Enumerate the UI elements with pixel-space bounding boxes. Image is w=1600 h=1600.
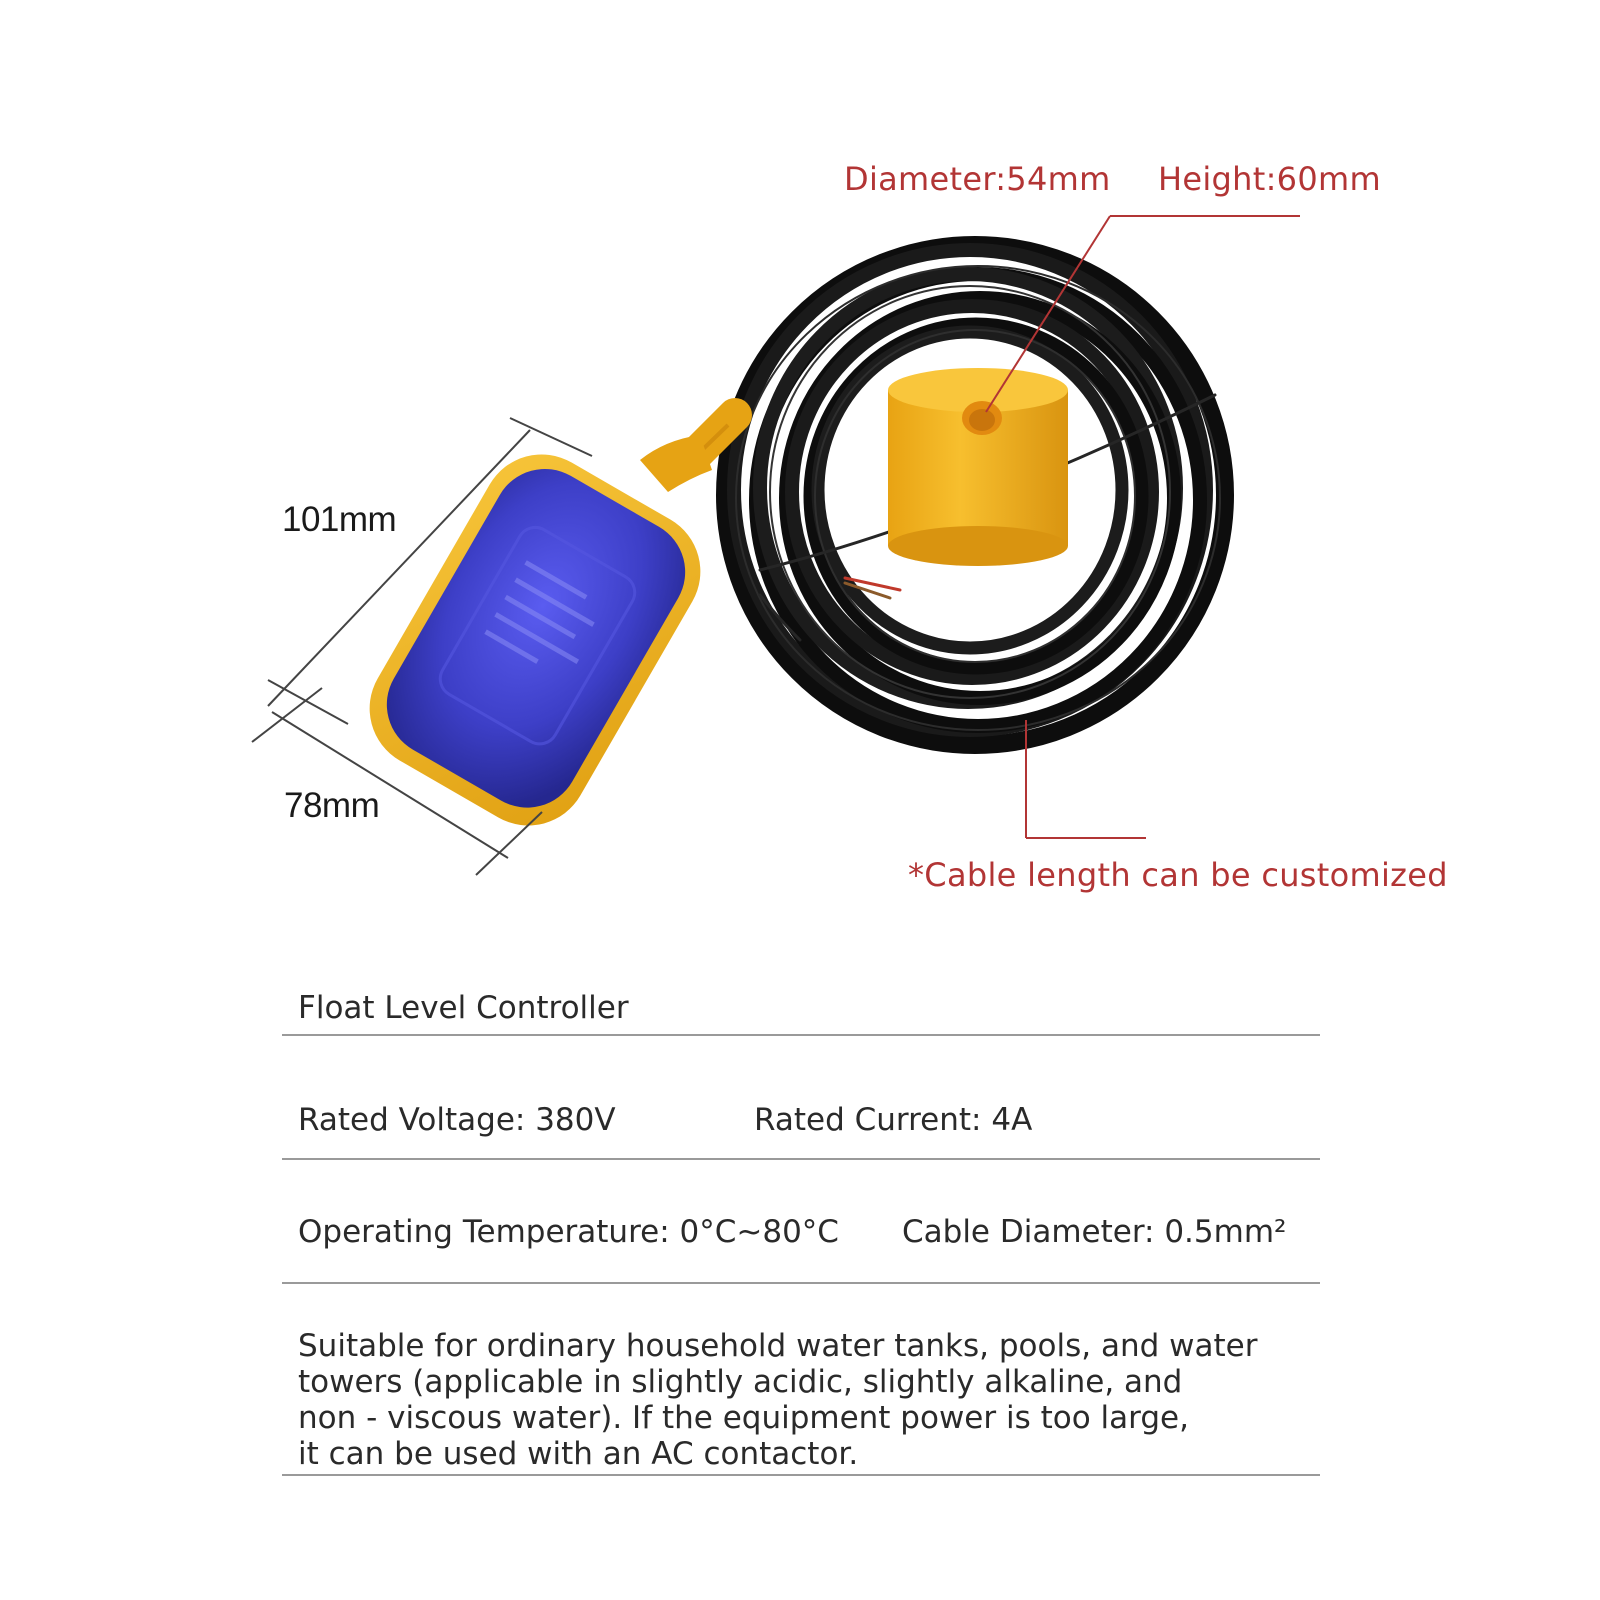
divider	[282, 1282, 1320, 1284]
rated-voltage: Rated Voltage: 380V	[298, 1102, 616, 1138]
divider	[282, 1034, 1320, 1036]
divider	[282, 1474, 1320, 1476]
description-line: it can be used with an AC contactor.	[298, 1436, 859, 1472]
counterweight	[888, 368, 1068, 566]
description-line: Suitable for ordinary household water tanks, pools, and water	[298, 1328, 1258, 1364]
cable-length-note: *Cable length can be customized	[908, 856, 1448, 894]
cable-diameter: Cable Diameter: 0.5mm²	[902, 1214, 1287, 1250]
length-annotation: 101mm	[282, 500, 397, 539]
description-line: non - viscous water). If the equipment power is too large,	[298, 1400, 1189, 1436]
product-title: Float Level Controller	[298, 990, 629, 1026]
width-annotation: 78mm	[284, 786, 380, 825]
operating-temperature: Operating Temperature: 0°C~80°C	[298, 1214, 839, 1250]
divider	[282, 1158, 1320, 1160]
rated-current: Rated Current: 4A	[754, 1102, 1033, 1138]
float-switch	[348, 433, 723, 848]
description-line: towers (applicable in slightly acidic, slightly alkaline, and	[298, 1364, 1183, 1400]
diameter-annotation: Diameter:54mm	[844, 160, 1111, 198]
height-annotation: Height:60mm	[1158, 160, 1381, 198]
